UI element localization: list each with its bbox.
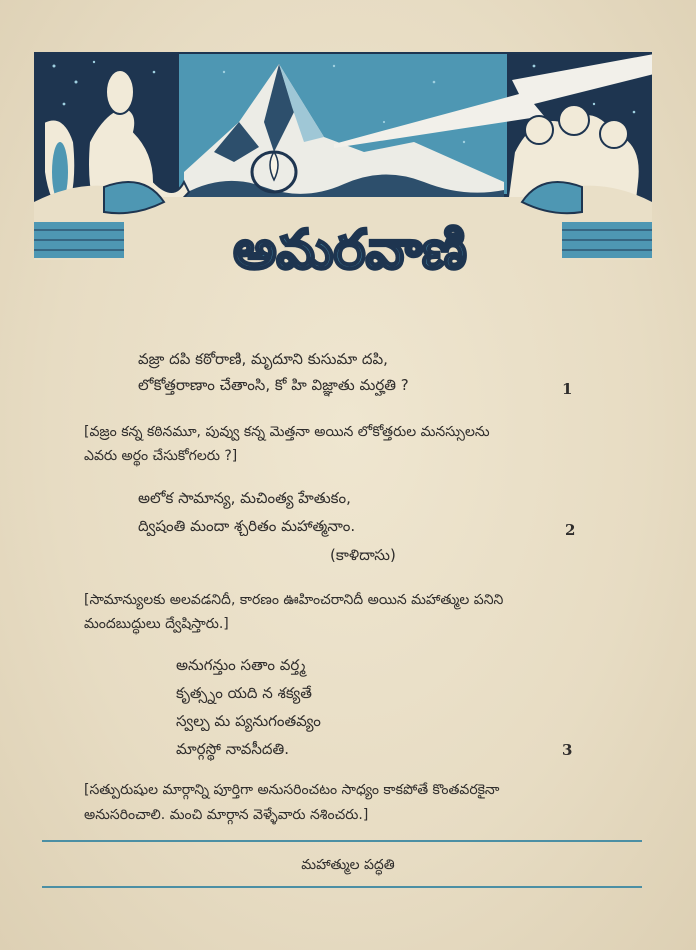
verse-1-line-2: లోకోత్తరాణాం చేతాంసి, కో హి విజ్ఞాతు మర్హతి ? — [138, 376, 409, 394]
verse-1-number: 1 — [562, 380, 573, 398]
verse-1-gloss-line-1: [వజ్రం కన్న కఠినమూ, పువ్వు కన్న మెత్తనా అయిన లోకోత్తరుల మనస్సులను — [84, 424, 490, 440]
footer-rule-bottom — [42, 886, 642, 888]
verse-1-gloss-line-2: ఎవరు అర్థం చేసుకోగలరు ?] — [84, 448, 238, 464]
verse-3-gloss-line-1: [సత్పురుషుల మార్గాన్ని పూర్తిగా అనుసరించటం సాధ్యం కాకపోతే కొంతవరకైనా — [84, 782, 500, 798]
verse-3-line-3: స్వల్ప మ ప్యనుగంతవ్యం — [176, 712, 321, 730]
footer-title: మహాత్ముల పద్ధతి — [301, 857, 395, 873]
title-text: అమరవాణి — [233, 218, 467, 281]
verse-3-line-4: మార్గస్థో నావసీదతి. — [176, 740, 290, 758]
footer-rule-top — [42, 840, 642, 842]
verse-2-gloss-line-1: [సామాన్యులకు అలవడనిదీ, కారణం ఊహించరానిదీ అయిన మహాత్ముల పనిని — [84, 592, 504, 608]
verse-3-number: 3 — [562, 741, 573, 759]
verse-3-line-1: అనుగన్తుం సతాం వర్త్మ — [176, 656, 306, 674]
title-logo — [160, 210, 540, 290]
verse-2-number: 2 — [565, 521, 576, 539]
title-logo-art — [160, 210, 540, 290]
verse-1-line-1: వజ్రా దపి కఠోరాణి, మృదూని కుసుమా దపి, — [138, 350, 388, 368]
verse-3-line-2: కృత్స్నం యది న శక్యతే — [176, 684, 312, 702]
verse-2-line-2: ద్విషంతి మందా శ్చరితం మహాత్మనాం. — [138, 517, 356, 535]
verse-2-author: (కాళిదాసు) — [330, 546, 396, 564]
verse-3-gloss-line-2: అనుసరించాలి. మంచి మార్గాన వెళ్ళేవారు నశించరు.] — [84, 807, 369, 823]
verse-2-gloss-line-2: మందబుద్ధులు ద్వేషిస్తారు.] — [84, 616, 229, 632]
verse-2-line-1: అలోక సామాన్య, మచింత్య హేతుకం, — [138, 489, 351, 507]
